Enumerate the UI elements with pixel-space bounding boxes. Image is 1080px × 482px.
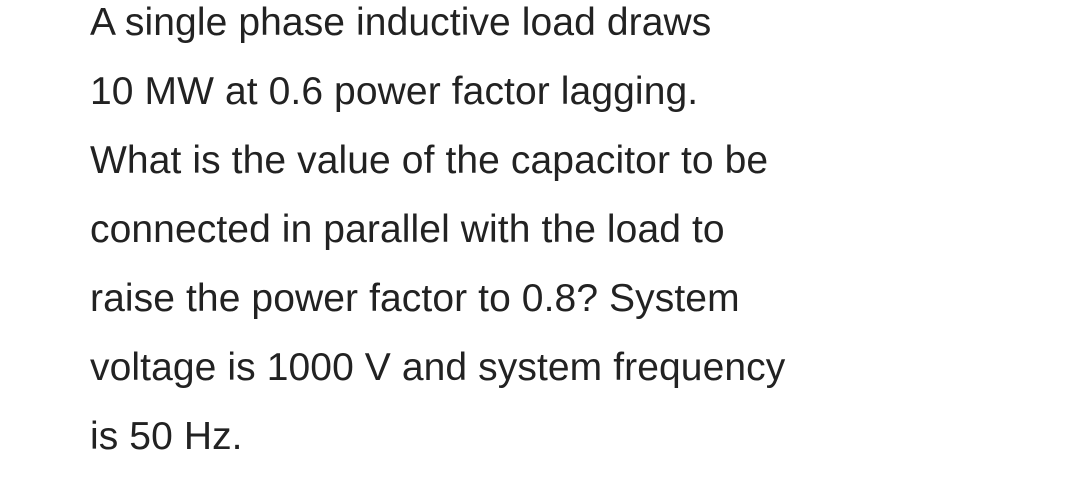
question-line-4: connected in parallel with the load to: [90, 208, 725, 251]
question-line-3: What is the value of the capacitor to be: [90, 139, 769, 182]
question-line-1: A single phase inductive load draws: [90, 1, 712, 44]
question-line-5: raise the power factor to 0.8? System: [90, 277, 740, 320]
question-line-6: voltage is 1000 V and system frequency: [90, 346, 786, 389]
question-line-7: is 50 Hz.: [90, 415, 243, 458]
question-line-2: 10 MW at 0.6 power factor lagging.: [90, 70, 699, 113]
question-text: [90, 0, 1060, 471]
